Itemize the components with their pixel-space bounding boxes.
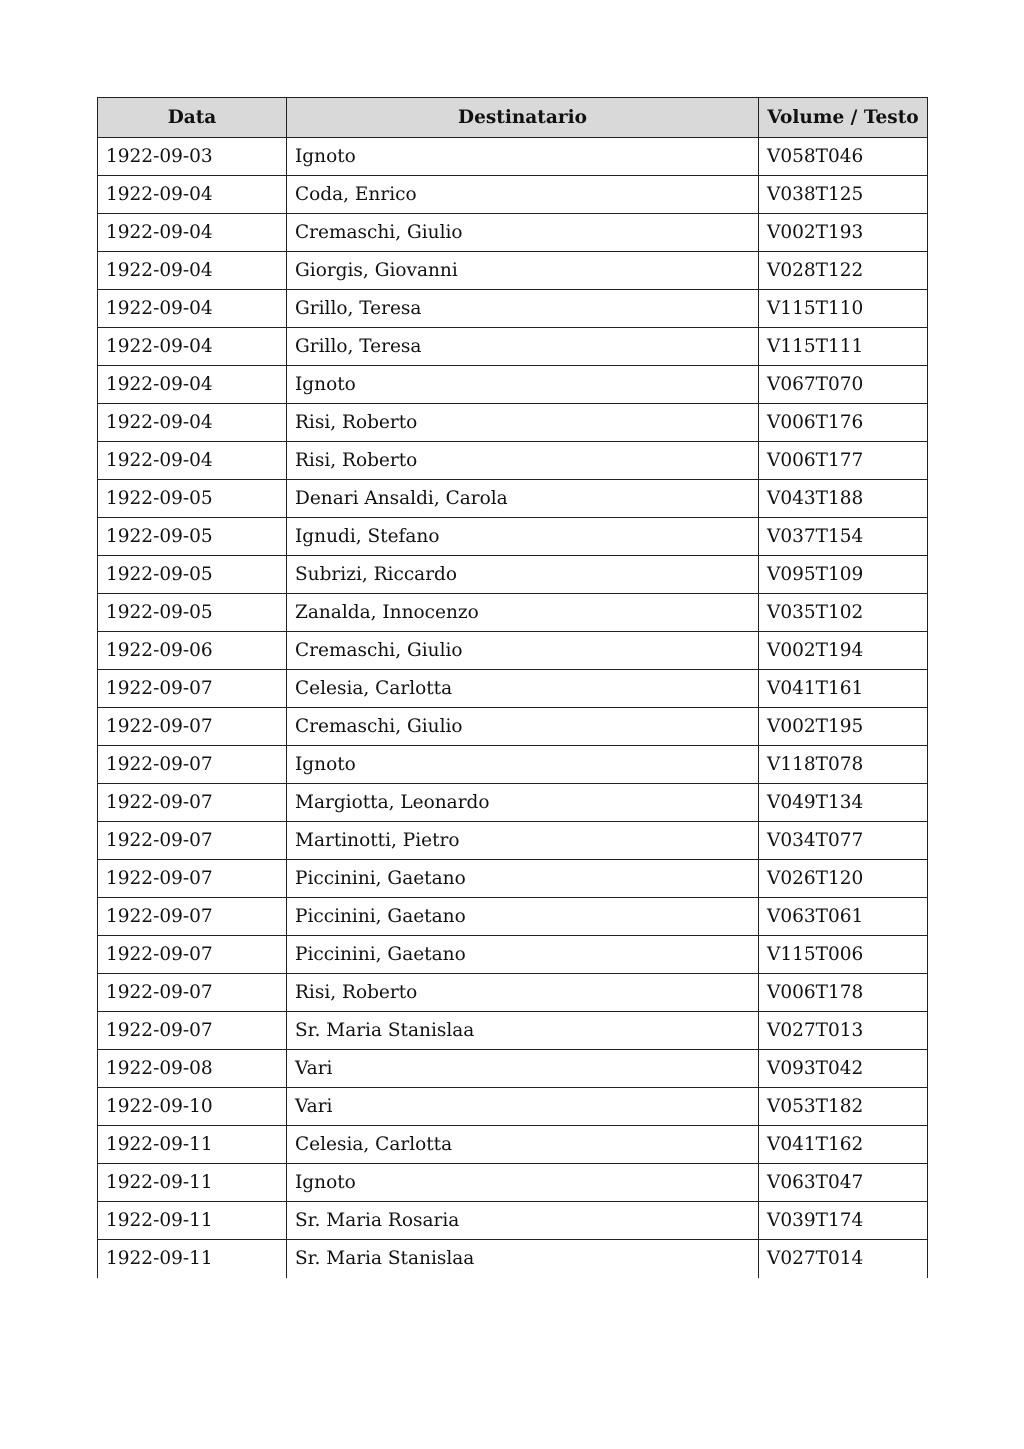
table-row — [98, 974, 928, 1012]
table-row — [98, 746, 928, 784]
table-row — [98, 366, 928, 404]
date-cell: 1922-09-07 — [98, 898, 287, 936]
column-header-recipient: Destinatario — [287, 98, 759, 138]
volume-text-cell: V028T122 — [759, 252, 928, 290]
volume-text-cell: V095T109 — [759, 556, 928, 594]
recipient-cell: Denari Ansaldi, Carola — [287, 480, 759, 518]
recipient-cell: Piccinini, Gaetano — [287, 936, 759, 974]
date-cell: 1922-09-10 — [98, 1088, 287, 1126]
volume-text-cell: V002T193 — [759, 214, 928, 252]
volume-text-cell: V026T120 — [759, 860, 928, 898]
document-page — [97, 97, 927, 1278]
table-row — [98, 1050, 928, 1088]
volume-text-cell: V006T177 — [759, 442, 928, 480]
table-header — [98, 98, 928, 138]
volume-text-cell: V002T195 — [759, 708, 928, 746]
table-row — [98, 404, 928, 442]
recipient-cell: Ignoto — [287, 366, 759, 404]
date-cell: 1922-09-04 — [98, 176, 287, 214]
date-cell: 1922-09-11 — [98, 1164, 287, 1202]
recipient-cell: Sr. Maria Stanislaa — [287, 1240, 759, 1278]
volume-text-cell: V067T070 — [759, 366, 928, 404]
date-cell: 1922-09-07 — [98, 1012, 287, 1050]
table-row — [98, 670, 928, 708]
date-cell: 1922-09-04 — [98, 328, 287, 366]
recipient-cell: Ignoto — [287, 746, 759, 784]
date-cell: 1922-09-04 — [98, 290, 287, 328]
table-row — [98, 1126, 928, 1164]
volume-text-cell: V035T102 — [759, 594, 928, 632]
recipient-cell: Ignudi, Stefano — [287, 518, 759, 556]
volume-text-cell: V039T174 — [759, 1202, 928, 1240]
volume-text-cell: V049T134 — [759, 784, 928, 822]
recipient-cell: Risi, Roberto — [287, 404, 759, 442]
date-cell: 1922-09-04 — [98, 404, 287, 442]
date-cell: 1922-09-04 — [98, 252, 287, 290]
volume-text-cell: V027T013 — [759, 1012, 928, 1050]
recipient-cell: Cremaschi, Giulio — [287, 708, 759, 746]
table-row — [98, 594, 928, 632]
volume-text-cell: V002T194 — [759, 632, 928, 670]
volume-text-cell: V063T047 — [759, 1164, 928, 1202]
header-row — [98, 98, 928, 138]
recipient-cell: Sr. Maria Stanislaa — [287, 1012, 759, 1050]
recipient-cell: Sr. Maria Rosaria — [287, 1202, 759, 1240]
volume-text-cell: V041T161 — [759, 670, 928, 708]
recipient-cell: Piccinini, Gaetano — [287, 898, 759, 936]
recipient-cell: Martinotti, Pietro — [287, 822, 759, 860]
letters-table — [97, 97, 928, 1278]
table-row — [98, 898, 928, 936]
table-row — [98, 518, 928, 556]
volume-text-cell: V038T125 — [759, 176, 928, 214]
recipient-cell: Cremaschi, Giulio — [287, 632, 759, 670]
recipient-cell: Grillo, Teresa — [287, 328, 759, 366]
date-cell: 1922-09-07 — [98, 860, 287, 898]
date-cell: 1922-09-07 — [98, 974, 287, 1012]
date-cell: 1922-09-07 — [98, 822, 287, 860]
volume-text-cell: V063T061 — [759, 898, 928, 936]
recipient-cell: Cremaschi, Giulio — [287, 214, 759, 252]
table-row — [98, 860, 928, 898]
recipient-cell: Piccinini, Gaetano — [287, 860, 759, 898]
volume-text-cell: V037T154 — [759, 518, 928, 556]
volume-text-cell: V043T188 — [759, 480, 928, 518]
table-row — [98, 442, 928, 480]
date-cell: 1922-09-08 — [98, 1050, 287, 1088]
table-row — [98, 138, 928, 176]
volume-text-cell: V034T077 — [759, 822, 928, 860]
volume-text-cell: V041T162 — [759, 1126, 928, 1164]
recipient-cell: Zanalda, Innocenzo — [287, 594, 759, 632]
volume-text-cell: V058T046 — [759, 138, 928, 176]
table-row — [98, 708, 928, 746]
table-row — [98, 176, 928, 214]
recipient-cell: Celesia, Carlotta — [287, 1126, 759, 1164]
date-cell: 1922-09-05 — [98, 518, 287, 556]
recipient-cell: Risi, Roberto — [287, 442, 759, 480]
column-header-volume-text: Volume / Testo — [759, 98, 928, 138]
volume-text-cell: V115T111 — [759, 328, 928, 366]
recipient-cell: Vari — [287, 1088, 759, 1126]
date-cell: 1922-09-04 — [98, 214, 287, 252]
table-row — [98, 1164, 928, 1202]
table-row — [98, 328, 928, 366]
recipient-cell: Celesia, Carlotta — [287, 670, 759, 708]
date-cell: 1922-09-07 — [98, 746, 287, 784]
date-cell: 1922-09-07 — [98, 670, 287, 708]
date-cell: 1922-09-11 — [98, 1240, 287, 1278]
date-cell: 1922-09-11 — [98, 1202, 287, 1240]
table-row — [98, 936, 928, 974]
recipient-cell: Subrizi, Riccardo — [287, 556, 759, 594]
recipient-cell: Coda, Enrico — [287, 176, 759, 214]
volume-text-cell: V093T042 — [759, 1050, 928, 1088]
recipient-cell: Ignoto — [287, 1164, 759, 1202]
recipient-cell: Vari — [287, 1050, 759, 1088]
table-row — [98, 556, 928, 594]
table-row — [98, 290, 928, 328]
volume-text-cell: V115T110 — [759, 290, 928, 328]
volume-text-cell: V027T014 — [759, 1240, 928, 1278]
table-row — [98, 1012, 928, 1050]
volume-text-cell: V115T006 — [759, 936, 928, 974]
table-row — [98, 822, 928, 860]
volume-text-cell: V053T182 — [759, 1088, 928, 1126]
table-body — [98, 138, 928, 1278]
date-cell: 1922-09-07 — [98, 708, 287, 746]
date-cell: 1922-09-04 — [98, 442, 287, 480]
table-row — [98, 784, 928, 822]
date-cell: 1922-09-05 — [98, 594, 287, 632]
date-cell: 1922-09-03 — [98, 138, 287, 176]
table-row — [98, 632, 928, 670]
recipient-cell: Margiotta, Leonardo — [287, 784, 759, 822]
table-row — [98, 214, 928, 252]
table-row — [98, 1240, 928, 1278]
table-row — [98, 480, 928, 518]
date-cell: 1922-09-04 — [98, 366, 287, 404]
recipient-cell: Risi, Roberto — [287, 974, 759, 1012]
table-row — [98, 1088, 928, 1126]
volume-text-cell: V118T078 — [759, 746, 928, 784]
volume-text-cell: V006T178 — [759, 974, 928, 1012]
date-cell: 1922-09-05 — [98, 556, 287, 594]
date-cell: 1922-09-06 — [98, 632, 287, 670]
table-row — [98, 1202, 928, 1240]
recipient-cell: Giorgis, Giovanni — [287, 252, 759, 290]
recipient-cell: Grillo, Teresa — [287, 290, 759, 328]
date-cell: 1922-09-05 — [98, 480, 287, 518]
column-header-date: Data — [98, 98, 287, 138]
date-cell: 1922-09-11 — [98, 1126, 287, 1164]
recipient-cell: Ignoto — [287, 138, 759, 176]
volume-text-cell: V006T176 — [759, 404, 928, 442]
date-cell: 1922-09-07 — [98, 784, 287, 822]
table-row — [98, 252, 928, 290]
date-cell: 1922-09-07 — [98, 936, 287, 974]
